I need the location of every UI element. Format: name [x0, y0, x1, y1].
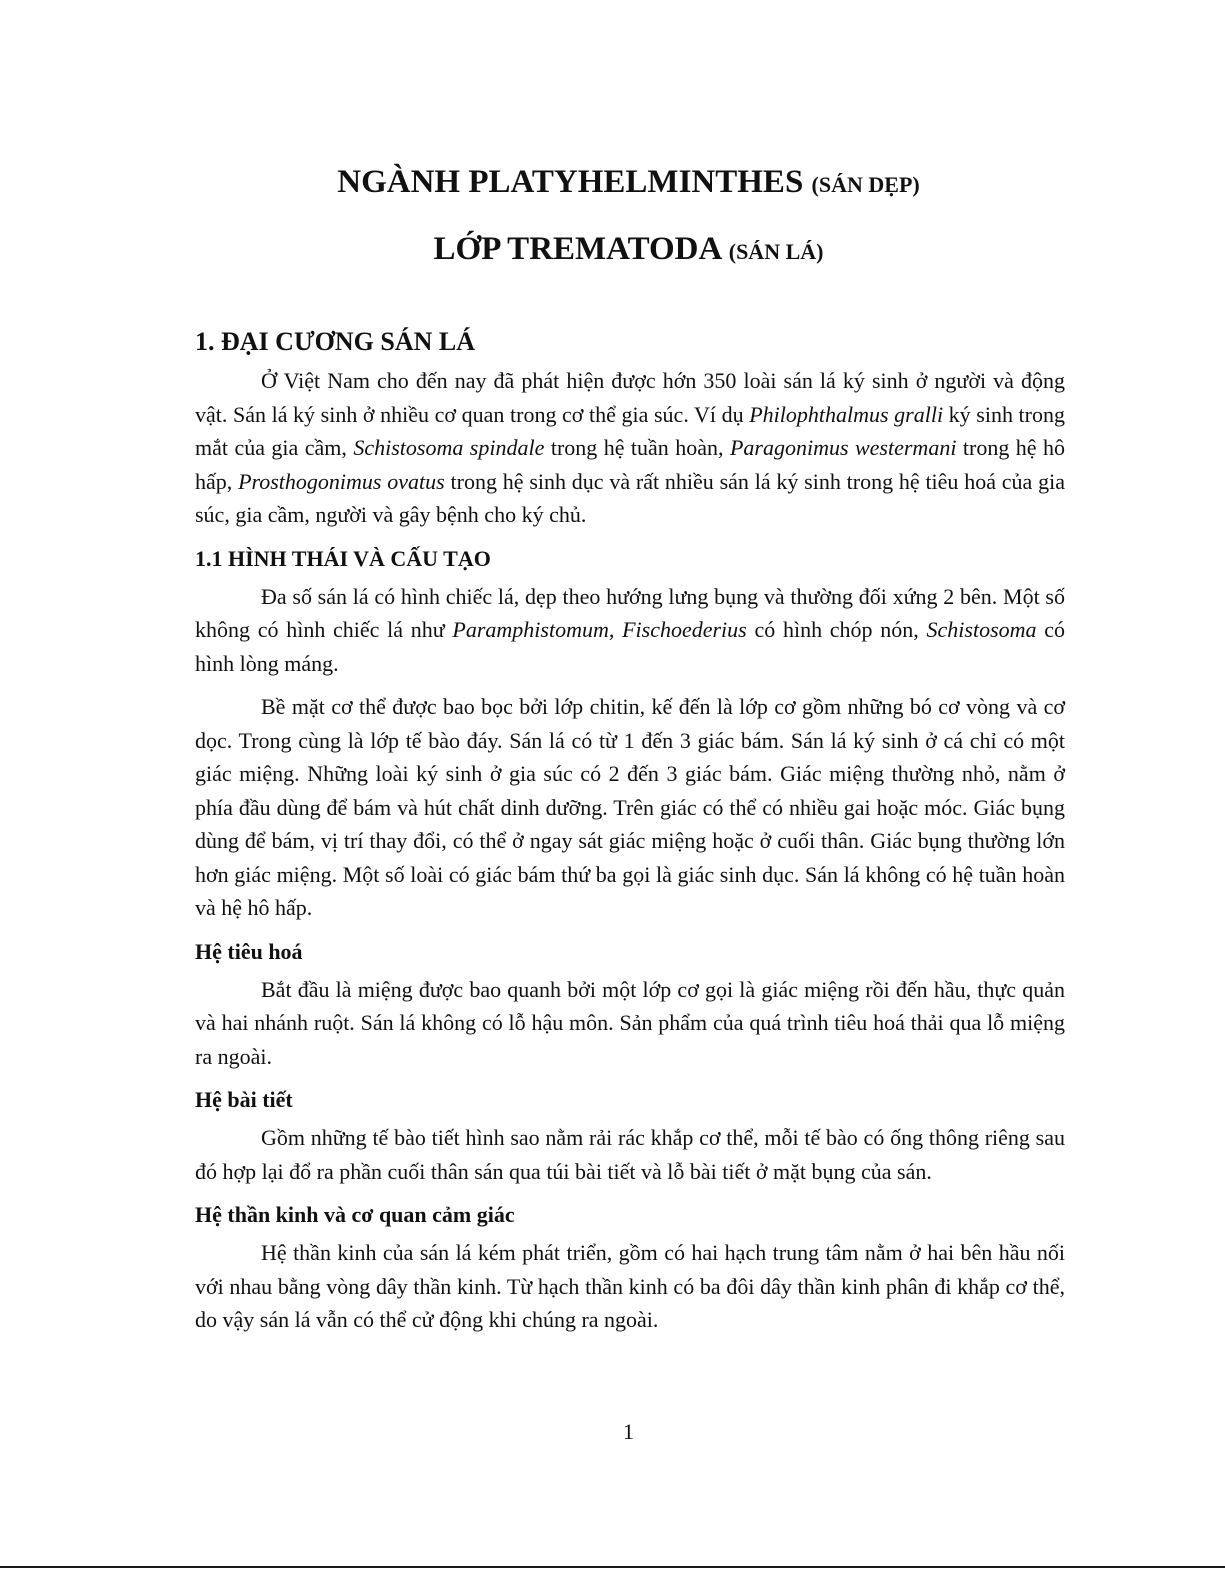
- text-run: trong hệ tuần hoàn,: [544, 435, 730, 460]
- structure-paragraph: Bề mặt cơ thể được bao bọc bởi lớp chitin, kế đến là lớp cơ gồm những bó cơ vòng và cơ dọc. Trong cùng là lớp tế bào đáy. Sán lá có từ 1 đến 3 giác bám. Sán lá ký sinh ở cá chỉ có một giác miệng. Những loài ký sinh ở gia súc có 2 đến 3 giác bám. Giác miệng thường nhỏ, nằm ở phía đầu dùng để bám và hút chất dinh dưỡng. Trên giác có thể có nhiều gai hoặc móc. Giác bụng dùng để bám, vị trí thay đổi, có thể ở ngay sát giác miệng hoặc ở cuối thân. Giác bụng thường lớn hơn giác miệng. Một số loài có giác bám thứ ba gọi là giác sinh dục. Sán lá không có hệ tuần hoàn và hệ hô hấp.: [195, 694, 1065, 920]
- text-run: có hình chóp nón,: [746, 617, 927, 642]
- chapter-title: [0, 164, 1225, 201]
- species-name: Prosthogonimus ovatus: [238, 468, 445, 494]
- text-run: trong hệ sinh dục và rất nhiều sán lá ký sinh trong hệ tiêu hoá của gia súc, gia cầm, người và gây bệnh cho ký chủ.: [195, 468, 1065, 527]
- nervous-heading: Hệ thần kinh và cơ quan cảm giác: [195, 1202, 515, 1227]
- subsection-heading: 1.1 HÌNH THÁI VÀ CẤU TẠO: [195, 545, 491, 571]
- morphology-paragraph: [195, 580, 1065, 681]
- digestive-heading: Hệ tiêu hoá: [195, 938, 303, 964]
- class-common-name: (SÁN LÁ): [728, 239, 824, 264]
- document-body: [195, 322, 1065, 1347]
- nervous-paragraph: Hệ thần kinh của sán lá kém phát triển, gồm có hai hạch trung tâm nằm ở hai bên hầu nối với nhau bằng vòng dây thần kinh. Từ hạch thần kinh có ba đôi dây thần kinh phân đi khắp cơ thể, do vậy sán lá vẫn có thể cử động khi chúng ra ngoài.: [195, 1240, 1065, 1332]
- phylum-common-name: (SÁN DẸP): [811, 172, 920, 197]
- text-run: Đa số sán lá có hình chiếc lá, dẹp theo hướng lưng bụng và thường đối xứng 2 bên. Một số không có hình chiếc lá như: [195, 583, 1065, 642]
- text-run: có hình lòng máng.: [195, 617, 1066, 676]
- text-run: ký sinh trong mắt của gia cầm,: [195, 401, 1065, 460]
- species-name: Philophthalmus gralli: [749, 401, 944, 427]
- text-run: trong hệ hô hấp,: [195, 435, 1065, 494]
- phylum-name: NGÀNH PLATYHELMINTHES: [337, 164, 804, 200]
- class-name: LỚP TREMATODA: [433, 231, 721, 267]
- section-heading: 1. ĐẠI CƯƠNG SÁN LÁ: [195, 327, 475, 356]
- digestive-paragraph: Bắt đầu là miệng được bao quanh bởi một lớp cơ gọi là giác miệng rồi đến hầu, thực quản và hai nhánh ruột. Sán lá không có lỗ hậu môn. Sản phẩm của quá trình tiêu hoá thải qua lỗ miệng ra ngoài.: [195, 976, 1065, 1069]
- species-name: Schistosoma spindale: [353, 435, 545, 460]
- class-title: [0, 231, 1225, 268]
- genus-names: Paramphistomum, Fischoederius: [452, 617, 747, 642]
- excretory-heading: Hệ bài tiết: [195, 1087, 293, 1112]
- text-run: Ở Việt Nam cho đến nay đã phát hiện được hớn 350 loài sán lá ký sinh ở người và động vật. Sán lá ký sinh ở nhiều cơ quan trong cơ thể gia súc. Ví dụ: [195, 368, 1065, 427]
- page-number: 1: [623, 1419, 634, 1444]
- intro-paragraph: [195, 364, 1065, 532]
- bottom-divider: [0, 1566, 1225, 1568]
- species-name: Paragonimus westermani: [729, 435, 957, 460]
- excretory-paragraph: Gồm những tế bào tiết hình sao nằm rải rác khắp cơ thể, mỗi tế bào có ống thông riêng sau đó hợp lại đổ ra phần cuối thân sán qua túi bài tiết và lỗ bài tiết ở mặt bụng của sán.: [195, 1125, 1065, 1184]
- genus-name: Schistosoma: [926, 617, 1037, 642]
